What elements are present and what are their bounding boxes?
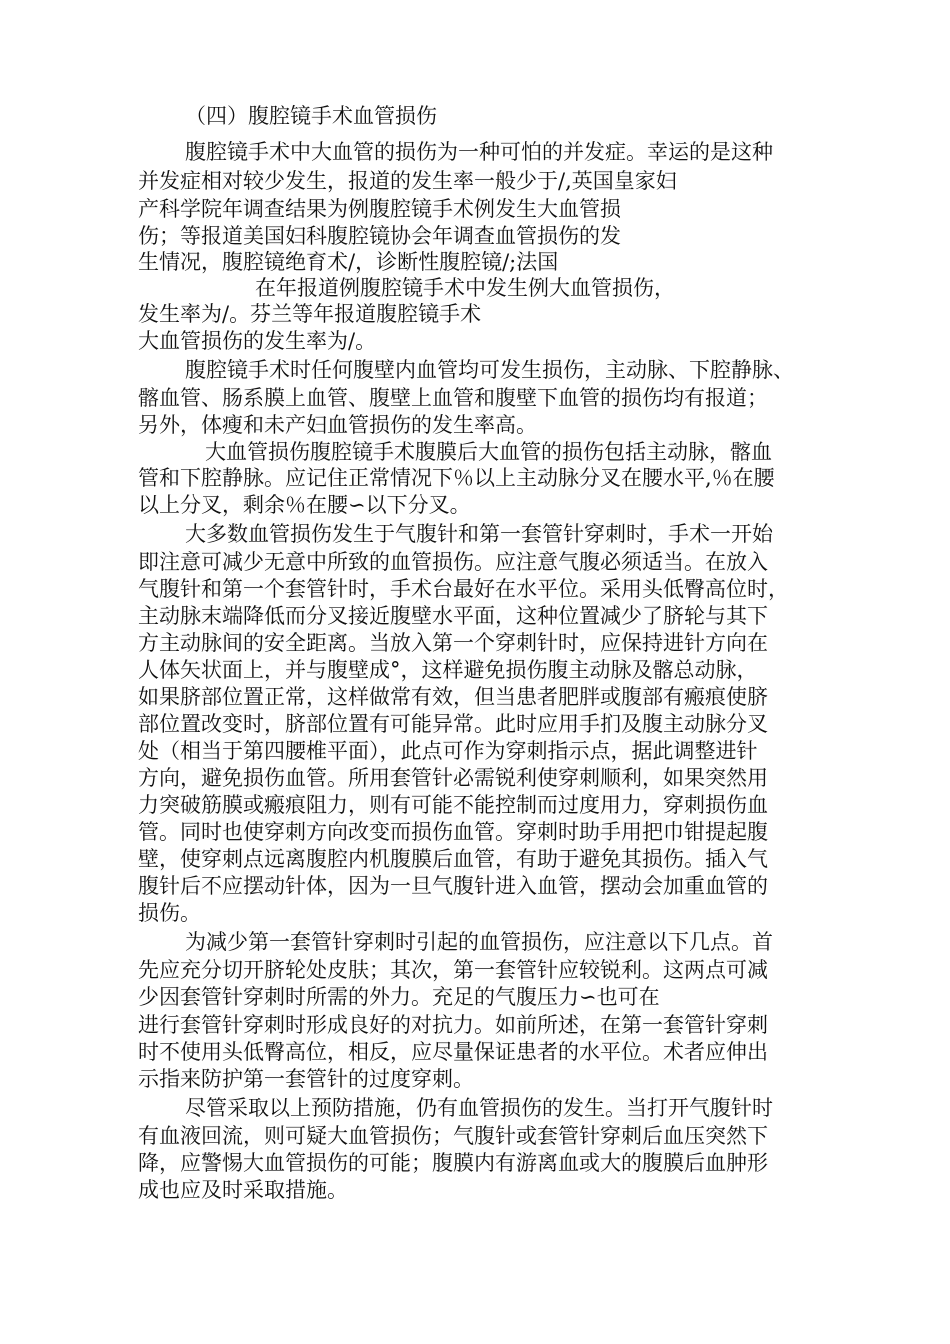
paragraph-line: 产科学院年调查结果为例腹腔镜手术例发生大血管损 [138,197,621,221]
paragraph-line: 示指来防护第一套管针的过度穿刺。 [138,1067,474,1091]
paragraph-line: 处（相当于第四腰椎平面），此点可作为穿刺指示点，据此调整进针 [138,739,758,763]
paragraph-line: 部位置改变时，脐部位置有可能异常。此时应用手扪及腹主动脉分叉 [138,712,768,736]
paragraph-line: 进行套管针穿刺时形成良好的对抗力。如前所述，在第一套管针穿刺 [138,1013,768,1037]
paragraph-line: 如果脐部位置正常，这样做常有效，但当患者肥胖或腹部有瘢痕使脐 [138,685,768,709]
paragraph-line: 生情况，腹腔镜绝育术/，诊断性腹腔镜/;法国 [138,250,559,274]
paragraph-line: 发生率为/。芬兰等年报道腹腔镜手术 [138,302,482,326]
paragraph-line: 以上分叉，剩余％在腰∽以下分叉。 [138,493,471,517]
paragraph-line: 大多数血管损伤发生于气腹针和第一套管针穿刺时，手术一开始 [185,522,773,546]
paragraph-line: 管和下腔静脉。应记住正常情况下％以上主动脉分叉在腰水平,％在腰 [138,466,775,490]
paragraph-line: 损伤。 [138,901,201,925]
paragraph-line: 在年报道例腹腔镜手术中发生例大血管损伤， [255,276,675,300]
paragraph-line: 方主动脉间的安全距离。当放入第一个穿刺针时，应保持进针方向在 [138,631,768,655]
paragraph-line: 气腹针和第一个套管针时，手术台最好在水平位。采用头低臀高位时， [138,577,789,601]
paragraph-line: 有血液回流，则可疑大血管损伤；气腹针或套管针穿刺后血压突然下 [138,1124,768,1148]
paragraph-line: 成也应及时采取措施。 [138,1178,348,1202]
paragraph-line: 壁，使穿刺点远离腹腔内机腹膜后血管，有助于避免其损伤。插入气 [138,847,768,871]
paragraph-line: 并发症相对较少发生，报道的发生率一般少于/,英国皇家妇 [138,169,677,193]
paragraph-line: 腹腔镜手术时任何腹壁内血管均可发生损伤，主动脉、下腔静脉、 [185,358,794,382]
paragraph-line: 方向，避免损伤血管。所用套管针必需锐利使穿刺顺利，如果突然用 [138,766,768,790]
paragraph-line: 时不使用头低臀高位，相反，应尽量保证患者的水平位。术者应伸出 [138,1040,768,1064]
paragraph-line: 力突破筋膜或瘢痕阻力，则有可能不能控制而过度用力，穿刺损伤血 [138,793,768,817]
paragraph-line: 少因套管针穿刺时所需的外力。充足的气腹压力∽也可在 [138,985,660,1009]
paragraph-line: 降，应警惕大血管损伤的可能；腹膜内有游离血或大的腹膜后血肿形 [138,1151,768,1175]
section-heading: （四）腹腔镜手术血管损伤 [185,104,437,128]
paragraph-line: 髂血管、肠系膜上血管、腹壁上血管和腹壁下血管的损伤均有报道； [138,386,768,410]
paragraph-line: 大血管损伤腹腔镜手术腹膜后大血管的损伤包括主动脉，髂血 [205,440,772,464]
paragraph-line: 为减少第一套管针穿刺时引起的血管损伤，应注意以下几点。首 [185,930,773,954]
paragraph-line: 另外，体瘦和未产妇血管损伤的发生率高。 [138,413,537,437]
paragraph-line: 伤；等报道美国妇科腹腔镜协会年调查血管损伤的发 [138,224,621,248]
paragraph-line: 先应充分切开脐轮处皮肤；其次，第一套管针应较锐利。这两点可减 [138,958,768,982]
paragraph-line: 即注意可减少无意中所致的血管损伤。应注意气腹必须适当。在放入 [138,550,768,574]
paragraph-line: 腹针后不应摆动针体，因为一旦气腹针进入血管，摆动会加重血管的 [138,874,768,898]
paragraph-line: 人体矢状面上，并与腹壁成°，这样避免损伤腹主动脉及髂总动脉， [138,658,758,682]
paragraph-line: 大血管损伤的发生率为/。 [138,329,377,353]
paragraph-line: 主动脉末端降低而分叉接近腹壁水平面，这种位置减少了脐轮与其下 [138,604,768,628]
paragraph-line: 管。同时也使穿刺方向改变而损伤血管。穿刺时助手用把巾钳提起腹 [138,820,768,844]
paragraph-line: 腹腔镜手术中大血管的损伤为一种可怕的并发症。幸运的是这种 [185,140,773,164]
paragraph-line: 尽管采取以上预防措施，仍有血管损伤的发生。当打开气腹针时 [185,1096,773,1120]
